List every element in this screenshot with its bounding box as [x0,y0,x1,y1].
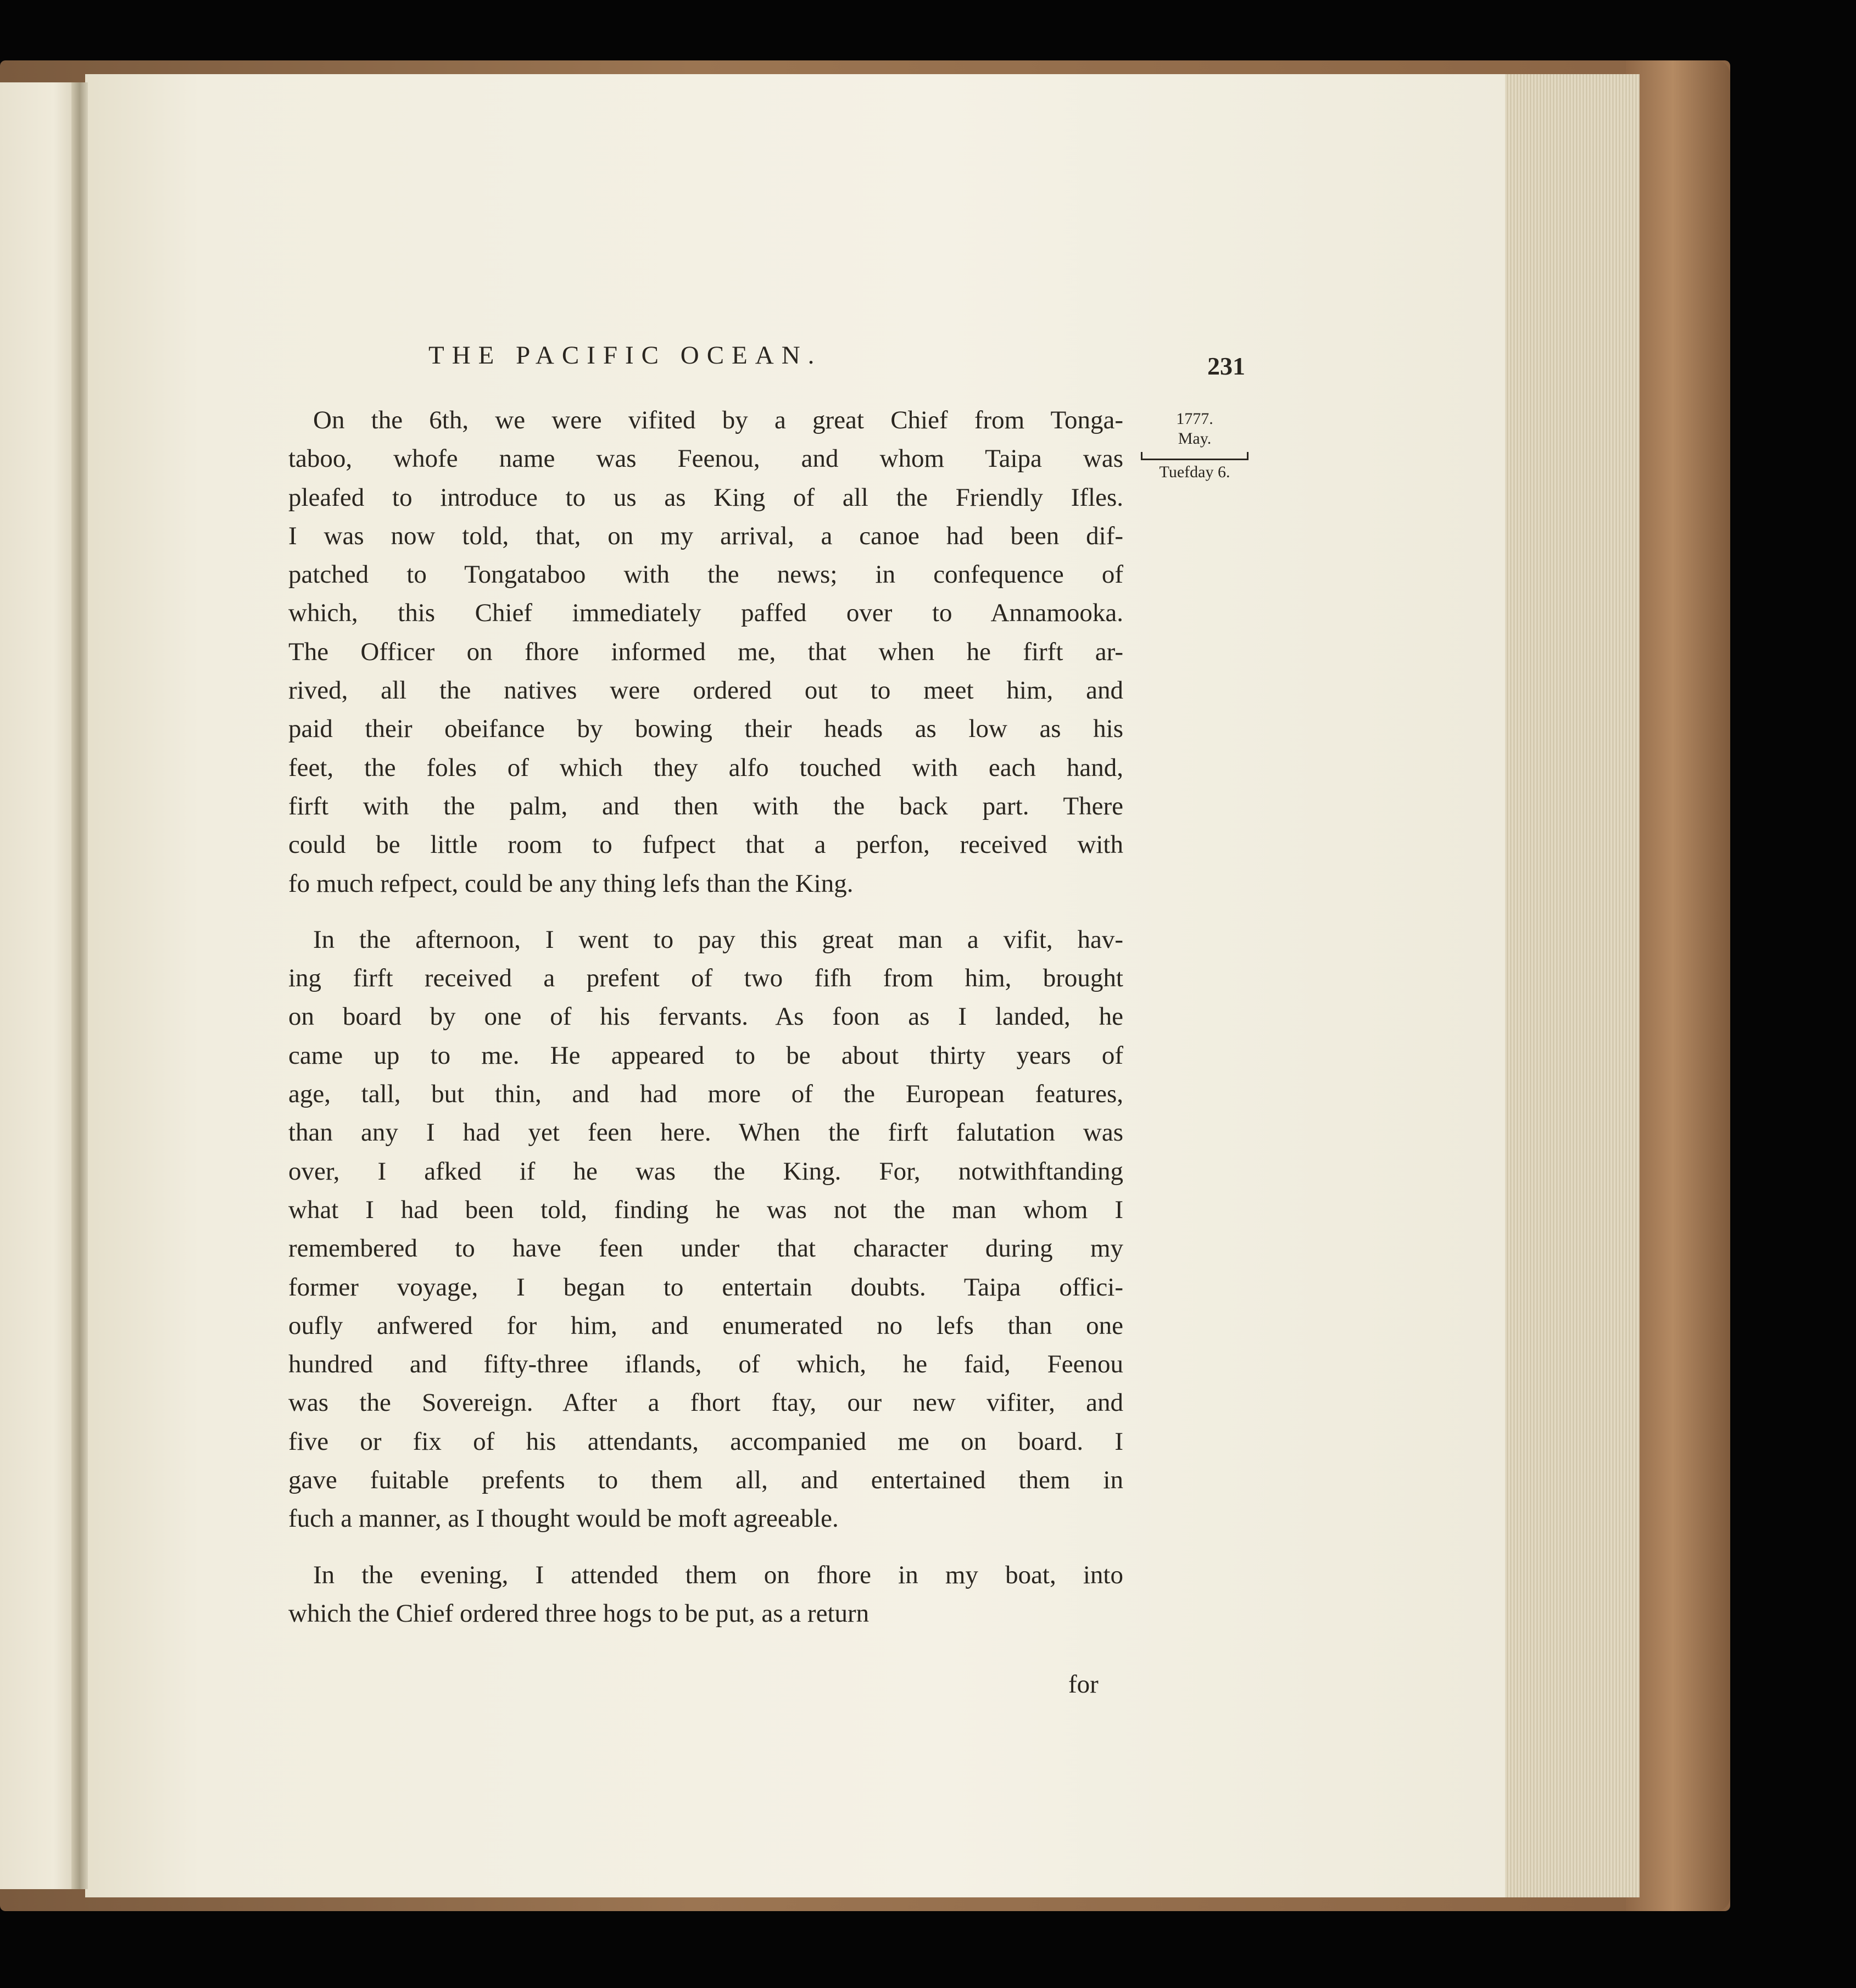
page-number: 231 [1207,352,1245,380]
text-line: former voyage, I began to entertain doubts. Taipa offici- [288,1272,1123,1302]
book-cover-edge [1626,60,1730,1911]
text-line: feet, the foles of which they alfo touched with each hand, [288,753,1123,782]
margin-note-bracket [1141,452,1249,460]
text-line: five or fix of his attendants, accompanied me on board. I [288,1427,1123,1456]
paragraph [288,401,1123,903]
running-head: THE PACIFIC OCEAN. [428,341,822,370]
paragraph [288,1556,1123,1633]
margin-note-year: 1777. [1176,410,1213,428]
text-line: I was now told, that, on my arrival, a canoe had been dif- [288,521,1123,550]
text-line: firft with the palm, and then with the back part. There [288,791,1123,820]
catchword: for [1068,1670,1099,1699]
text-line: patched to Tongataboo with the news; in confequence of [288,560,1123,589]
body-text [288,401,1123,1633]
text-line: came up to me. He appeared to be about thirty years of [288,1041,1123,1070]
text-line: paid their obeifance by bowing their heads as low as his [288,714,1123,744]
text-line: over, I afked if he was the King. For, notwithftanding [288,1157,1123,1186]
text-line: hundred and fifty-three iflands, of which, he faid, Feenou [288,1350,1123,1379]
text-line: could be little room to fufpect that a perfon, received with [288,830,1123,859]
text-line: oufly anfwered for him, and enumerated no lefs than one [288,1311,1123,1340]
margin-note-day: Tuefday 6. [1159,463,1230,481]
text-line: which, this Chief immediately paffed over to Annamooka. [288,599,1123,628]
text-line: In the afternoon, I went to pay this great man a vifit, hav- [313,925,1123,954]
margin-note [1140,409,1250,482]
text-line: which the Chief ordered three hogs to be put, as a return [288,1599,870,1628]
text-line: ing firft received a prefent of two fifh from him, brought [288,964,1123,993]
margin-note-month: May. [1178,429,1212,448]
text-line: remembered to have feen under that character during my [288,1234,1123,1263]
text-line: fo much refpect, could be any thing lefs than the King. [288,869,854,898]
text-line: what I had been told, finding he was not the man whom I [288,1195,1123,1224]
text-line: age, tall, but thin, and had more of the European features, [288,1080,1123,1109]
book-gutter [71,82,88,1889]
text-line: pleafed to introduce to us as King of all the Friendly Ifles. [288,483,1123,512]
page-edges [1505,74,1640,1897]
text-line: on board by one of his fervants. As foon as I landed, he [288,1002,1123,1031]
text-line: The Officer on fhore informed me, that when he firft ar- [288,637,1123,666]
text-line: In the evening, I attended them on fhore in my boat, into [313,1560,1123,1589]
text-line: rived, all the natives were ordered out to meet him, and [288,676,1123,705]
left-page-edge [0,82,77,1889]
paragraph [288,920,1123,1538]
text-line: fuch a manner, as I thought would be moft agreeable. [288,1504,839,1533]
text-line: than any I had yet feen here. When the firft falutation was [288,1118,1123,1147]
text-line: gave fuitable prefents to them all, and entertained them in [288,1466,1123,1495]
text-line: On the 6th, we were vifited by a great Chief from Tonga- [313,406,1123,434]
text-line: taboo, whofe name was Feenou, and whom Taipa was [288,444,1123,473]
text-line: was the Sovereign. After a fhort ftay, our new vifiter, and [288,1388,1123,1417]
